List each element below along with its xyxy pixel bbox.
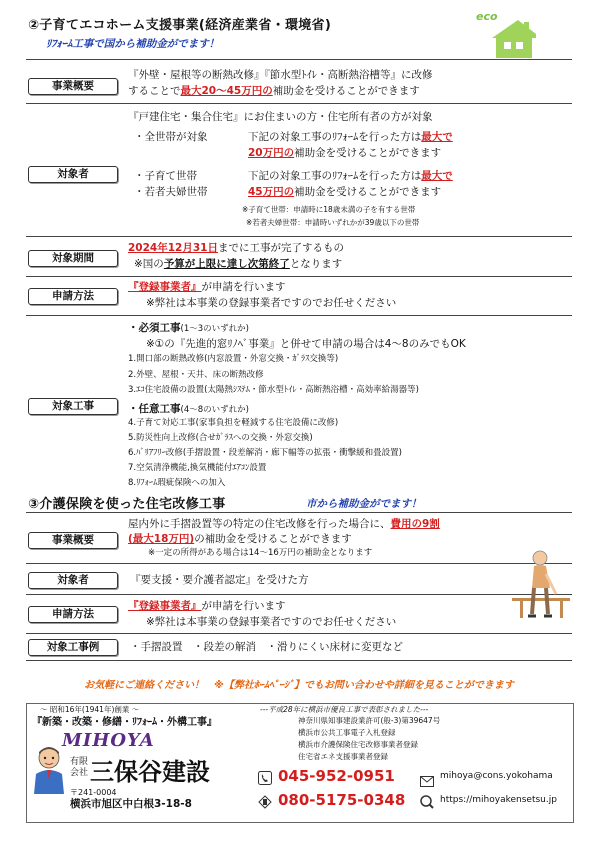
apply3-line1: 『登録事業者』が申請を行います [128, 600, 286, 612]
section2-subtitle: ﾘﾌｫｰﾑ工事で国から補助金がでます！ [46, 38, 220, 50]
apply-line1: 『登録事業者』が申請を行います [128, 281, 286, 293]
target-cy-desc1: 下記の対象工事のﾘﾌｫｰﾑを行った方は最大で [248, 170, 453, 182]
overview-line2: することで最大20～45万円の補助金を受けることができます [128, 85, 420, 97]
label-overview3: 事業概要 [28, 532, 118, 549]
overview3-line2: (最大18万円)の補助金を受けることができます [128, 533, 352, 545]
optional-work-item: 8.ﾘﾌｫｰﾑ瑕疵保険への加入 [128, 478, 226, 488]
footer-address: 横浜市旭区中白根3-18-8 [70, 798, 192, 810]
works-required: ・必須工事(1～3のいずれか) [128, 322, 249, 334]
apply-line2: ※弊社は本事業の登録事業者ですのでお任せください [146, 297, 397, 309]
target-all-desc2: 20万円の補助金を受けることができます [248, 147, 442, 159]
target-all-desc1: 下記の対象工事のﾘﾌｫｰﾑを行った方は最大で [248, 131, 453, 143]
label-apply: 申請方法 [28, 288, 118, 305]
target-intro: 『戸建住宅・集合住宅』にお住まいの方・住宅所有者の方が対象 [128, 111, 433, 123]
works-optional: ・任意工事(4～8のいずれか) [128, 403, 249, 415]
label-examples3: 対象工事例 [28, 639, 118, 656]
mobile-icon [258, 794, 272, 808]
required-work-item: 2.外壁、屋根・天井、床の断熱改修 [128, 369, 264, 380]
contact-banner: お気軽にご連絡ください！ ※【弊社ﾎｰﾑﾍﾟｰｼﾞ】でもお問い合わせや詳細を見ることができます [84, 680, 514, 691]
section2-title: ②子育てエコホーム支援事業(経済産業省・環境省) [28, 18, 332, 33]
eco-house-icon [476, 10, 538, 60]
target-all: ・全世帯が対象 [134, 131, 208, 143]
mail-icon [420, 772, 434, 783]
footer-founded: ～ 昭和16年(1941年)創業 ～ [40, 705, 140, 714]
company-name: 三保谷建設 [90, 757, 210, 786]
eco-text: eco [476, 10, 498, 23]
company-prefix1: 有限 [70, 757, 89, 767]
period-line1: 2024年12月31日までに工事が完了するもの [128, 242, 344, 254]
license-item: 住宅省エネ支援事業者登録 [298, 752, 388, 761]
worker-illustration [30, 744, 68, 794]
footer-services: 『新築・改築・修繕・ﾘﾌｫｰﾑ・外構工事』 [32, 717, 217, 728]
optional-work-item: 7.空気清浄機能,換気機能付ｴｱｺﾝ設置 [128, 463, 267, 473]
license-item: 横浜市公共工事電子入札登録 [298, 728, 396, 737]
label-overview: 事業概要 [28, 78, 118, 95]
target-young: ・若者夫婦世帯 [134, 186, 208, 198]
company-prefix2: 会社 [70, 768, 89, 778]
label-target: 対象者 [28, 166, 118, 183]
required-work-item: 1.開口部の断熱改修(内窓設置・外窓交換・ｶﾞﾗｽ交換等) [128, 354, 339, 364]
footer-award: ---平成28年に横浜市優良工事で表彰されました--- [260, 705, 429, 714]
overview3-line3: ※一定の所得がある場合は14～16万円の補助金となります [148, 548, 373, 558]
mobile-number[interactable]: 080-5175-0348 [278, 791, 406, 809]
label-target3: 対象者 [28, 572, 118, 589]
website-url[interactable]: https://mihoyakensetsu.jp [440, 795, 557, 805]
examples3-line1: ・手摺設置 ・段差の解消 ・滑りにくい床材に変更など [130, 641, 403, 653]
optional-work-item: 6.ﾊﾞﾘｱﾌﾘｰ改修(手摺設置・段差解消・廊下幅等の拡張・衝撃緩和畳設置) [128, 448, 402, 458]
target-cy-desc2: 45万円の補助金を受けることができます [248, 186, 442, 198]
period-line2: ※国の予算が上限に達し次第終了となります [134, 258, 343, 270]
target-note2: ※若者夫婦世帯：申請時いずれかが39歳以下の世帯 [246, 218, 420, 227]
brand-logo: MIHOYA [62, 730, 155, 751]
target-note1: ※子育て世帯：申請時に18歳未満の子を有する世帯 [242, 205, 416, 214]
label-apply3: 申請方法 [28, 606, 118, 623]
web-icon [420, 794, 434, 808]
elderly-handrail-illustration [510, 548, 572, 622]
optional-work-item: 5.防災性向上改修(合せｶﾞﾗｽへの交換・外窓交換) [128, 433, 313, 443]
target-child: ・子育て世帯 [134, 170, 197, 182]
footer-postal: 〒241-0004 [70, 788, 117, 797]
overview3-line1: 屋内外に手摺設置等の特定の住宅改修を行った場合に、費用の9割 [128, 518, 440, 530]
optional-work-item: 4.子育て対応工事(家事負担を軽減する住宅設備に改修) [128, 418, 339, 428]
phone-icon [258, 770, 272, 784]
phone-number[interactable]: 045-952-0951 [278, 767, 395, 785]
email-address[interactable]: mihoya@cons.yokohama [440, 771, 553, 781]
license-item: 神奈川県知事建設業許可(般-3)第39647号 [298, 716, 441, 725]
section3-subtitle: 市から補助金がでます！ [306, 498, 422, 510]
label-works: 対象工事 [28, 398, 118, 415]
apply3-line2: ※弊社は本事業の登録事業者ですのでお任せください [146, 616, 397, 628]
overview-line1: 『外壁・屋根等の断熱改修』『節水型ﾄｲﾚ・高断熱浴槽等』に改修 [128, 69, 433, 81]
license-item: 横浜市介護保険住宅改修事業者登録 [298, 740, 418, 749]
label-period: 対象期間 [28, 250, 118, 267]
target3-line1: 『要支援・要介護者認定』を受けた方 [130, 574, 309, 586]
works-required-sub: ※①の『先進的窓ﾘﾉﾍﾞ事業』と併せて申請の場合は4～8のみでもOK [146, 338, 466, 350]
required-work-item: 3.ｴｺ住宅設備の設置(太陽熱ｼｽﾃﾑ・節水型ﾄｲﾚ・高断熱浴槽・高効率給湯器等) [128, 385, 419, 395]
section3-title: ③介護保険を使った住宅改修工事 [28, 497, 226, 512]
